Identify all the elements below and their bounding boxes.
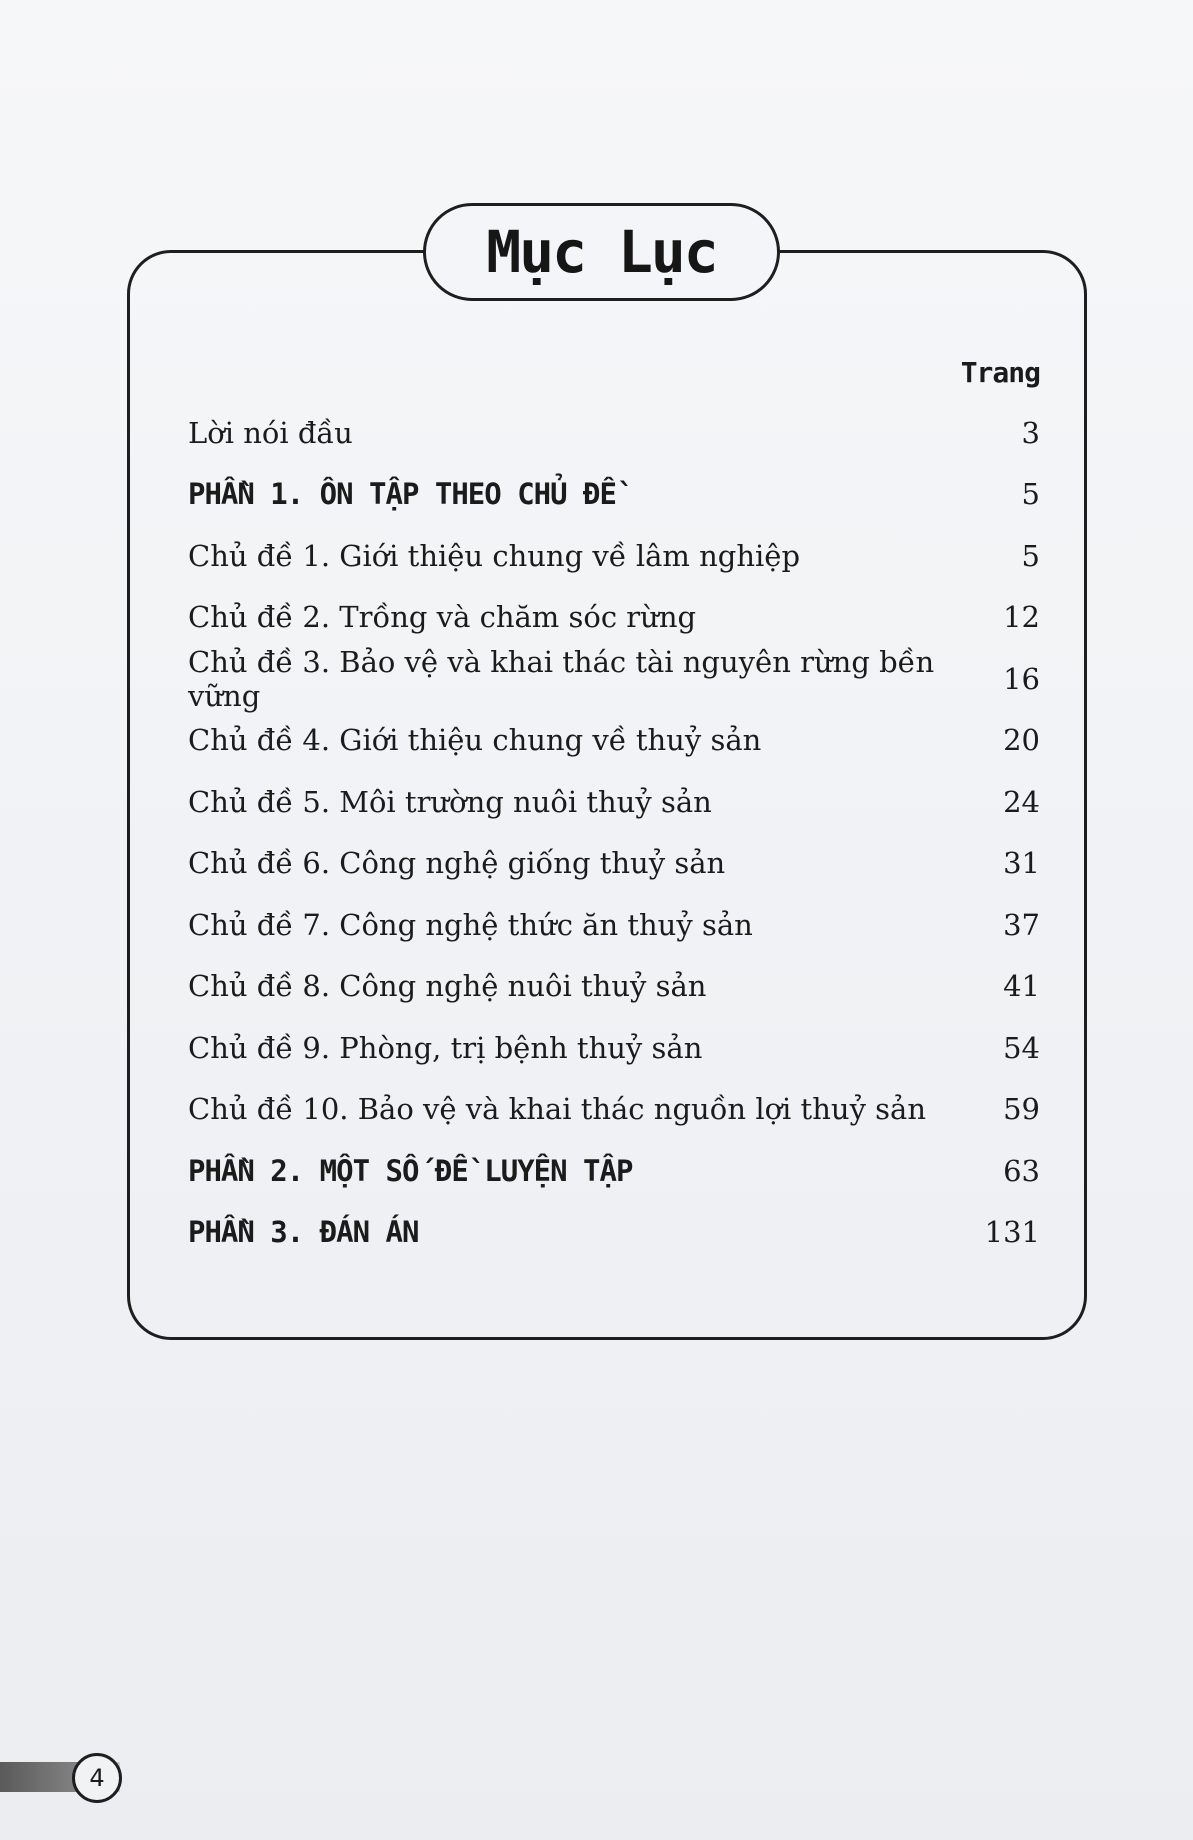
toc-entry-title: Chủ đề 10. Bảo vệ và khai thác nguồn lợi thuỷ sản — [188, 1092, 927, 1127]
toc-entry-title: PHẦN 2. MỘT SỐ ĐỀ LUYỆN TẬP — [188, 1153, 633, 1188]
toc-entry-page: 131 — [984, 1215, 1040, 1250]
toc-entry-topic-5[interactable] — [188, 771, 1040, 833]
toc-entry-topic-4[interactable] — [188, 710, 1040, 772]
title-banner — [423, 203, 780, 301]
toc-entry-page: 59 — [1003, 1092, 1040, 1127]
toc-list — [188, 402, 1040, 1263]
toc-entry-page: 12 — [1003, 600, 1040, 635]
toc-entry-page: 31 — [1003, 846, 1040, 881]
toc-entry-topic-2[interactable] — [188, 587, 1040, 649]
toc-entry-title: Lời nói đầu — [188, 415, 353, 450]
toc-entry-page: 54 — [1003, 1030, 1040, 1065]
toc-entry-title: Chủ đề 1. Giới thiệu chung về lâm nghiệp — [188, 538, 801, 573]
toc-entry-title: Chủ đề 4. Giới thiệu chung về thuỷ sản — [188, 723, 762, 758]
toc-entry-title: PHẦN 1. ÔN TẬP THEO CHỦ ĐỀ — [188, 477, 616, 512]
toc-entry-title: PHẦN 3. ĐÁN ÁN — [188, 1215, 419, 1250]
toc-entry-title: Chủ đề 8. Công nghệ nuôi thuỷ sản — [188, 969, 707, 1004]
toc-entry-topic-6[interactable] — [188, 833, 1040, 895]
toc-entry-part-1[interactable] — [188, 464, 1040, 526]
toc-entry-topic-3[interactable] — [188, 644, 1040, 713]
toc-entry-page: 16 — [1003, 661, 1040, 696]
toc-entry-title: Chủ đề 9. Phòng, trị bệnh thuỷ sản — [188, 1030, 703, 1065]
toc-entry-title: Chủ đề 3. Bảo vệ và khai thác tài nguyên rừng bền vững — [188, 644, 935, 713]
page-column-header: Trang — [960, 356, 1040, 389]
toc-entry-page: 37 — [1003, 907, 1040, 942]
toc-entry-page: 63 — [1003, 1153, 1040, 1188]
page-title: Mục Lục — [486, 218, 717, 286]
toc-entry-preface[interactable] — [188, 402, 1040, 464]
page-number: 4 — [72, 1753, 122, 1803]
toc-entry-title: Chủ đề 6. Công nghệ giống thuỷ sản — [188, 846, 726, 881]
toc-entry-topic-8[interactable] — [188, 956, 1040, 1018]
toc-entry-part-2[interactable] — [188, 1140, 1040, 1202]
toc-entry-topic-9[interactable] — [188, 1017, 1040, 1079]
toc-entry-topic-10[interactable] — [188, 1079, 1040, 1141]
toc-entry-part-3[interactable] — [188, 1202, 1040, 1264]
toc-entry-page: 24 — [1003, 784, 1040, 819]
toc-entry-page: 5 — [1021, 538, 1040, 573]
toc-entry-page: 41 — [1003, 969, 1040, 1004]
toc-entry-title: Chủ đề 7. Công nghệ thức ăn thuỷ sản — [188, 907, 753, 942]
toc-entry-page: 3 — [1021, 415, 1040, 450]
toc-entry-page: 20 — [1003, 723, 1040, 758]
toc-entry-page: 5 — [1021, 477, 1040, 512]
toc-entry-topic-7[interactable] — [188, 894, 1040, 956]
toc-entry-title: Chủ đề 2. Trồng và chăm sóc rừng — [188, 600, 697, 635]
toc-entry-title: Chủ đề 5. Môi trường nuôi thuỷ sản — [188, 784, 712, 819]
toc-entry-topic-1[interactable] — [188, 525, 1040, 587]
